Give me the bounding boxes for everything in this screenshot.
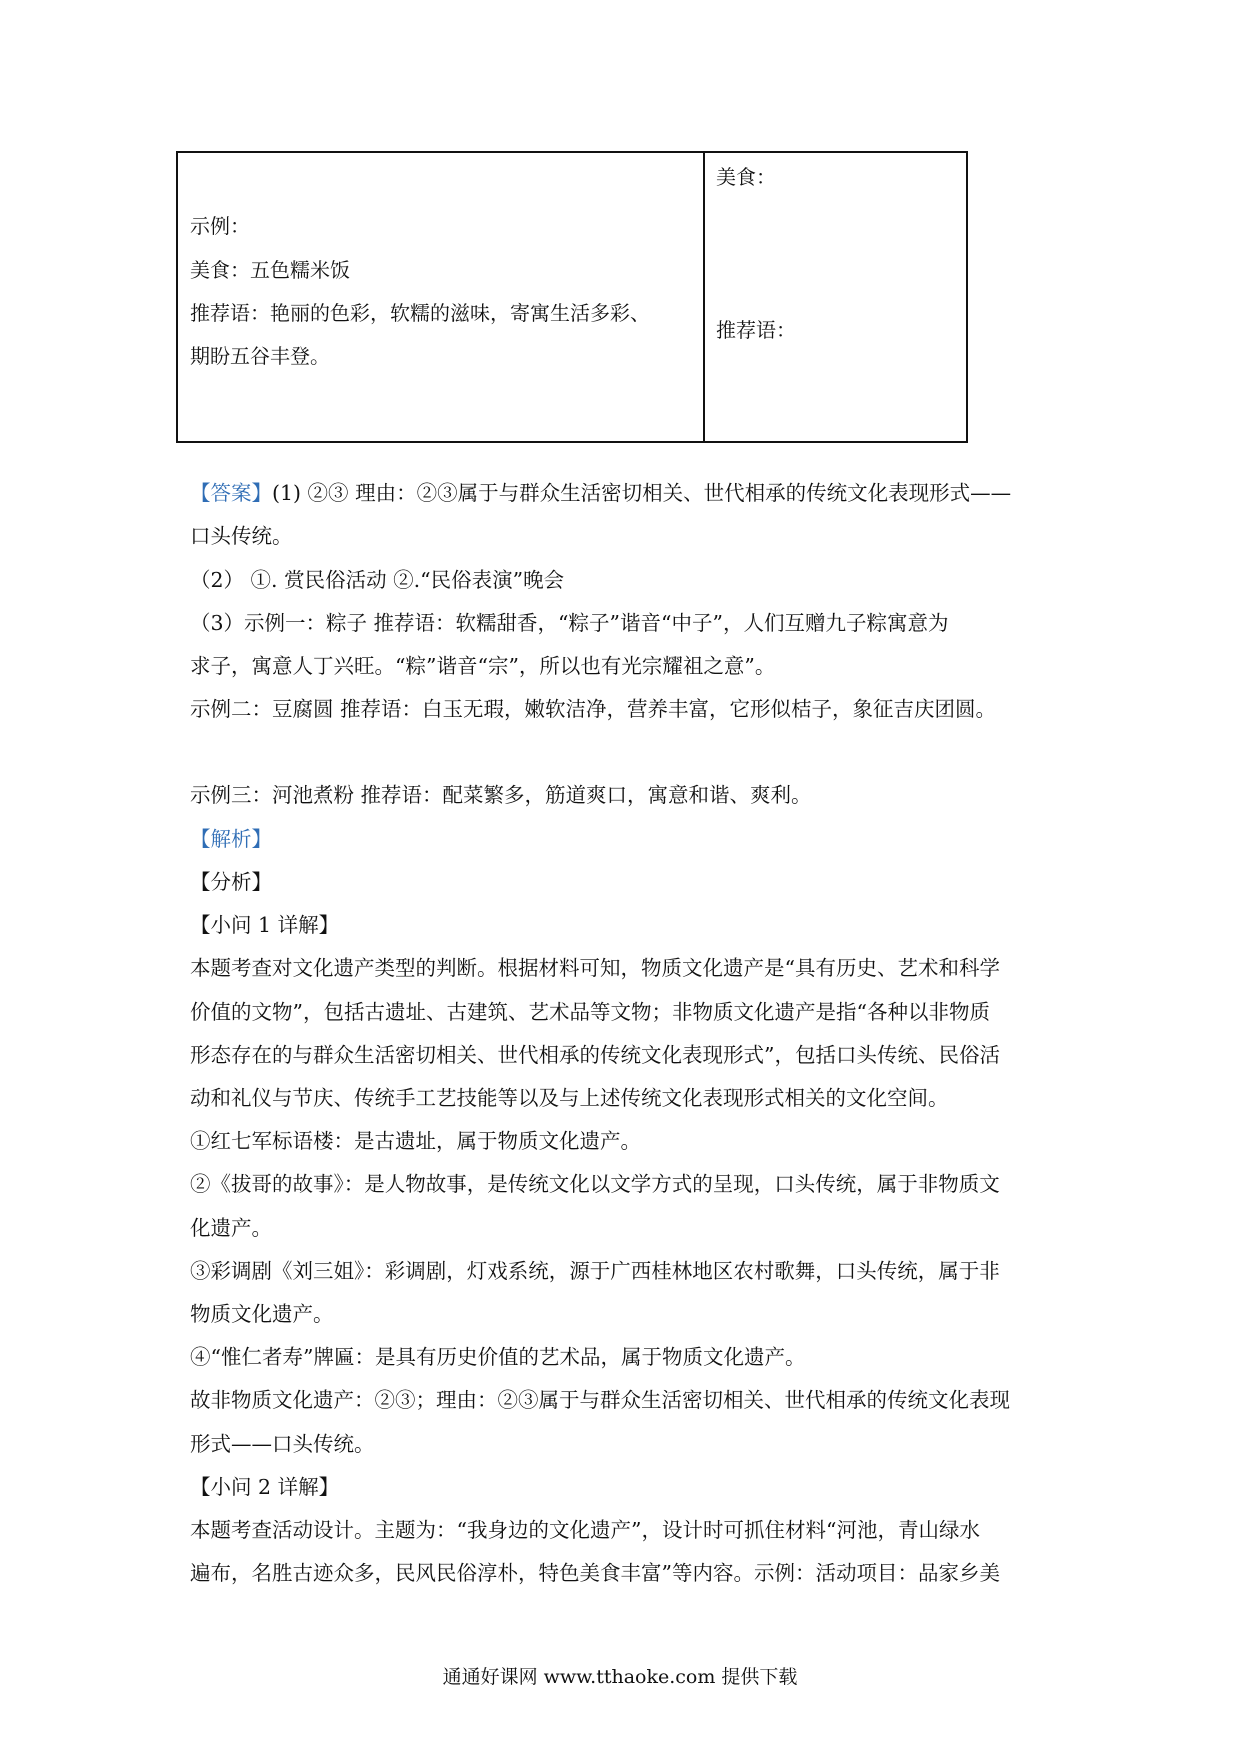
- example-recommendation-line2: 期盼五谷丰登。: [190, 344, 330, 368]
- q2-heading: 【小问 2 详解】: [190, 1475, 340, 1499]
- q1-conclusion-line2: 形式——口头传统。: [190, 1432, 375, 1456]
- analysis-tag: 【解析】: [190, 827, 272, 851]
- answer-line4: （3）示例一：粽子 推荐语：软糯甜香，“粽子”谐音“中子”，人们互赠九子粽寓意为: [190, 611, 949, 635]
- answer-line5: 求子，寓意人丁兴旺。“粽”谐音“宗”，所以也有光宗耀祖之意”。: [190, 654, 776, 678]
- answer-line7: 示例三：河池煮粉 推荐语：配菜繁多，筋道爽口，寓意和谐、爽利。: [190, 783, 812, 807]
- right-food-label: 美食：: [716, 165, 776, 189]
- answer-line1: 【答案】(1) ②③ 理由：②③属于与群众生活密切相关、世代相承的传统文化表现形式——: [190, 481, 1012, 505]
- q2-para-line1: 本题考查活动设计。主题为：“我身边的文化遗产”，设计时可抓住材料“河池，青山绿水: [190, 1518, 980, 1542]
- q1-para-line1: 本题考查对文化遗产类型的判断。根据材料可知，物质文化遗产是“具有历史、艺术和科学: [190, 956, 1000, 980]
- q1-item4: ④“惟仁者寿”牌匾：是具有历史价值的艺术品，属于物质文化遗产。: [190, 1345, 806, 1369]
- example-table: [176, 151, 968, 443]
- q1-item3-line1: ③彩调剧《刘三姐》：彩调剧，灯戏系统，源于广西桂林地区农村歌舞，口头传统，属于非: [190, 1259, 1000, 1283]
- example-food: 美食：五色糯米饭: [190, 258, 350, 282]
- q1-para-line3: 形态存在的与群众生活密切相关、世代相承的传统文化表现形式”，包括口头传统、民俗活: [190, 1043, 1000, 1067]
- answer-line6: 示例二：豆腐圆 推荐语：白玉无瑕，嫩软洁净，营养丰富，它形似桔子，象征吉庆团圆。: [190, 697, 997, 721]
- q2-para-line2: 遍布，名胜古迹众多，民风民俗淳朴，特色美食丰富”等内容。示例：活动项目：品家乡美: [190, 1561, 1000, 1585]
- q1-para-line2: 价值的文物”，包括古遗址、古建筑、艺术品等文物；非物质文化遗产是指“各种以非物质: [190, 1000, 990, 1024]
- page-footer: 通通好课网 www.tthaoke.com 提供下载: [442, 1666, 798, 1688]
- q1-item3-line2: 物质文化遗产。: [190, 1302, 334, 1326]
- q1-item1: ①红七军标语楼：是古遗址，属于物质文化遗产。: [190, 1129, 641, 1153]
- q1-conclusion-line1: 故非物质文化遗产：②③；理由：②③属于与群众生活密切相关、世代相承的传统文化表现: [190, 1388, 1010, 1412]
- answer-line3: （2） ①. 赏民俗活动 ②.“民俗表演”晚会: [190, 568, 565, 592]
- right-recommendation-label: 推荐语：: [716, 318, 796, 342]
- answer-line2: 口头传统。: [190, 524, 293, 548]
- q1-item2-line1: ②《拔哥的故事》：是人物故事，是传统文化以文学方式的呈现，口头传统，属于非物质文: [190, 1172, 1000, 1196]
- example-recommendation-line1: 推荐语：艳丽的色彩，软糯的滋味，寄寓生活多彩、: [190, 301, 650, 325]
- q1-heading: 【小问 1 详解】: [190, 913, 340, 937]
- table-left-cell: [178, 153, 705, 441]
- answer-tag: 【答案】: [190, 481, 272, 505]
- example-label: 示例：: [190, 214, 250, 238]
- q1-item2-line2: 化遗产。: [190, 1216, 272, 1240]
- q1-para-line4: 动和礼仪与节庆、传统手工艺技能等以及与上述传统文化表现形式相关的文化空间。: [190, 1086, 949, 1110]
- analysis-fenxi: 【分析】: [190, 870, 272, 894]
